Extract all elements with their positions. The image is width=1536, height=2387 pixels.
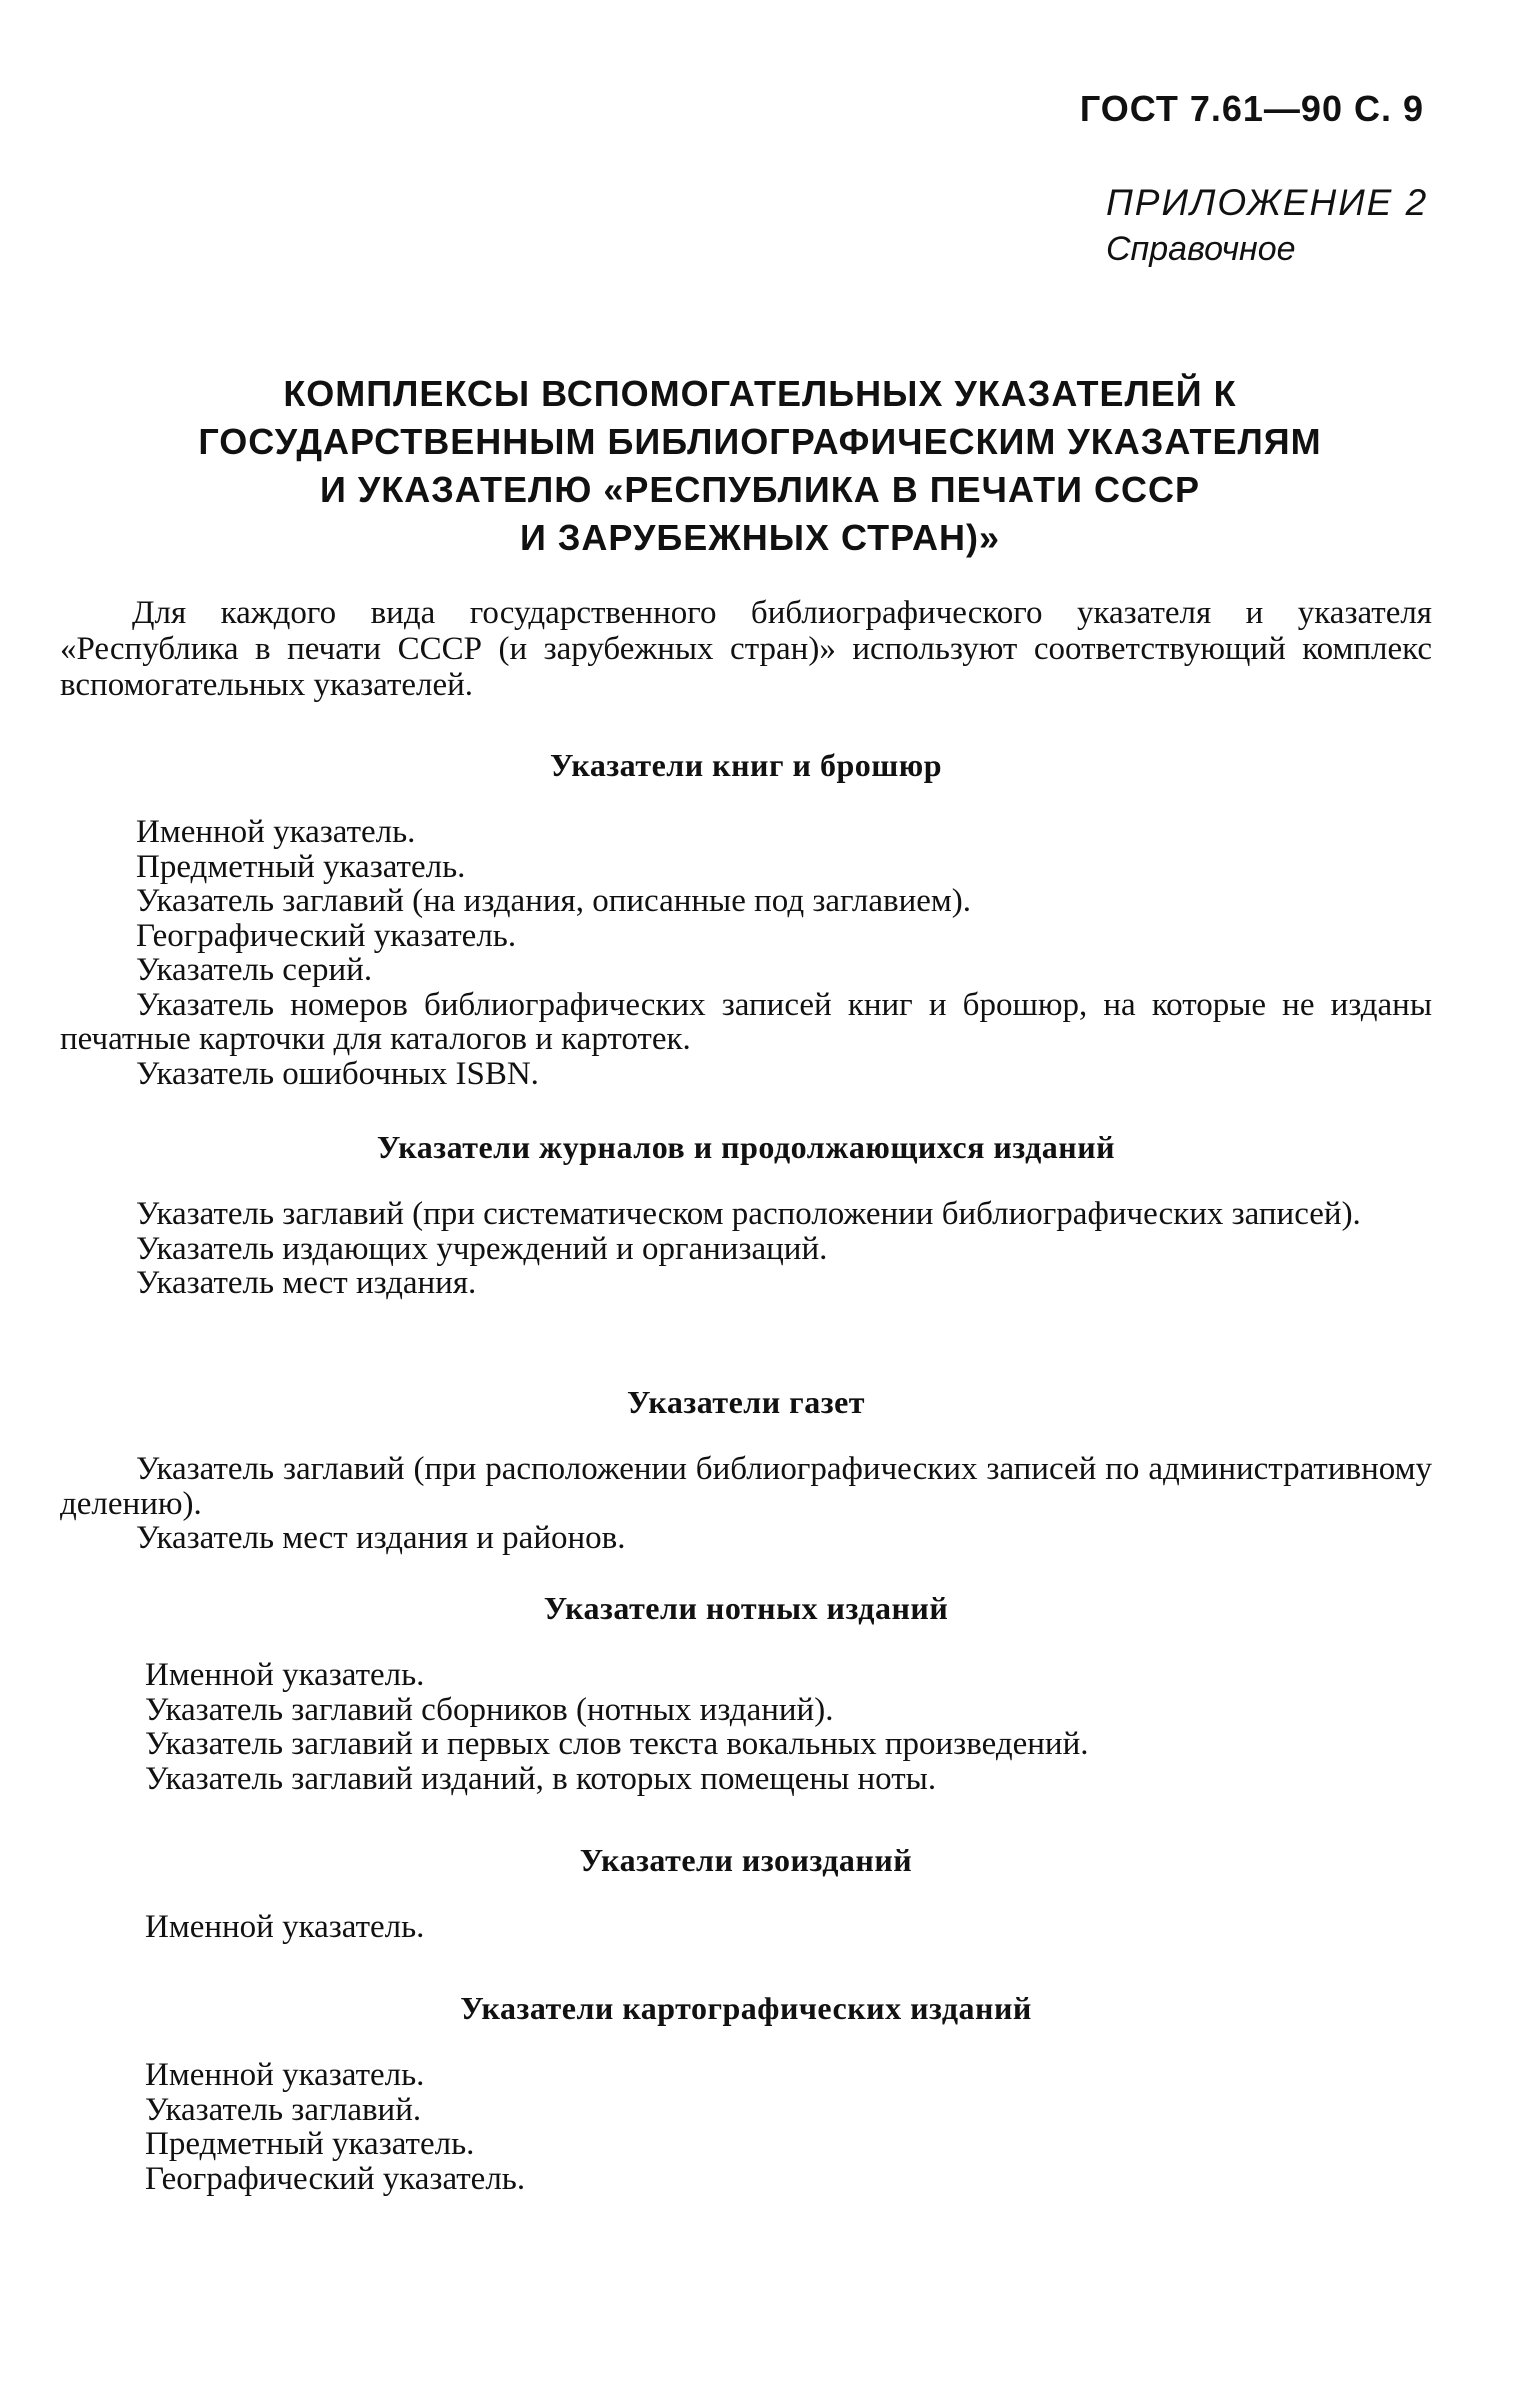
appendix-block <box>1106 180 1428 272</box>
list-item: Указатель номеров библиографических записей книг и брошюр, на которые не изданы печатные карточки для каталогов и картотек. <box>60 986 1432 1057</box>
list-item: Указатель мест издания. <box>136 1265 477 1301</box>
section-heading: Указатели книг и брошюр <box>550 747 942 783</box>
list-item: Указатель издающих учреждений и организаций. <box>136 1230 828 1267</box>
section-heading: Указатели журналов и продолжающихся изданий <box>376 1129 1116 1165</box>
section-heading: Указатели картографических изданий <box>460 1990 1032 2026</box>
intro-paragraph: Для каждого вида государственного библиографического указателя и указателя «Республика в печати СССР (и зарубежных стран)» используют соответствующий комплекс вспомогательных указателей. <box>60 595 1432 703</box>
list-item: Указатель заглавий (на издания, описанные под заглавием). <box>136 883 972 919</box>
section-music-editions <box>60 1588 1432 1796</box>
document-title <box>120 370 1400 562</box>
section-cartographic-editions <box>60 1988 1432 2196</box>
list-item: Указатель серий. <box>136 952 373 988</box>
appendix-label: ПРИЛОЖЕНИЕ 2 <box>1106 182 1429 223</box>
list-item: Именной указатель. <box>145 2057 425 2093</box>
section-art-editions <box>60 1840 1432 1945</box>
section-newspapers <box>60 1382 1432 1556</box>
title-line: ГОСУДАРСТВЕННЫМ БИБЛИОГРАФИЧЕСКИМ УКАЗАТЕЛЯМ <box>198 421 1322 462</box>
section-journals <box>60 1127 1432 1301</box>
section-books-brochures <box>60 745 1432 1091</box>
title-line: И УКАЗАТЕЛЮ «РЕСПУБЛИКА В ПЕЧАТИ СССР <box>319 469 1201 510</box>
list-item: Географический указатель. <box>145 2160 526 2197</box>
list-item: Предметный указатель. <box>145 2126 475 2162</box>
title-line: И ЗАРУБЕЖНЫХ СТРАН)» <box>520 517 1000 558</box>
list-item: Указатель заглавий изданий, в которых помещены ноты. <box>145 1760 937 1797</box>
section-heading: Указатели нотных изданий <box>543 1590 949 1626</box>
list-item: Именной указатель. <box>145 1909 425 1945</box>
running-head: ГОСТ 7.61—90 С. 9 <box>1079 88 1424 129</box>
list-item: Указатель заглавий (при расположении библиографических записей по административному делению). <box>60 1451 1432 1522</box>
list-item: Указатель заглавий сборников (нотных изданий). <box>145 1691 834 1728</box>
section-heading: Указатели изоизданий <box>579 1842 913 1878</box>
list-item: Указатель ошибочных ISBN. <box>136 1055 539 1092</box>
title-line: КОМПЛЕКСЫ ВСПОМОГАТЕЛЬНЫХ УКАЗАТЕЛЕЙ К <box>283 373 1237 414</box>
list-item: Именной указатель. <box>136 814 416 850</box>
list-item: Указатель заглавий и первых слов текста вокальных произведений. <box>145 1726 1089 1762</box>
list-item: Указатель заглавий (при систематическом расположении библиографических записей). <box>136 1196 1361 1232</box>
list-item: Указатель заглавий. <box>145 2091 422 2128</box>
section-heading: Указатели газет <box>627 1384 865 1420</box>
appendix-type: Справочное <box>1106 230 1296 268</box>
list-item: Предметный указатель. <box>136 848 466 885</box>
list-item: Географический указатель. <box>136 917 517 954</box>
list-item: Именной указатель. <box>145 1657 425 1693</box>
list-item: Указатель мест издания и районов. <box>136 1520 626 1556</box>
